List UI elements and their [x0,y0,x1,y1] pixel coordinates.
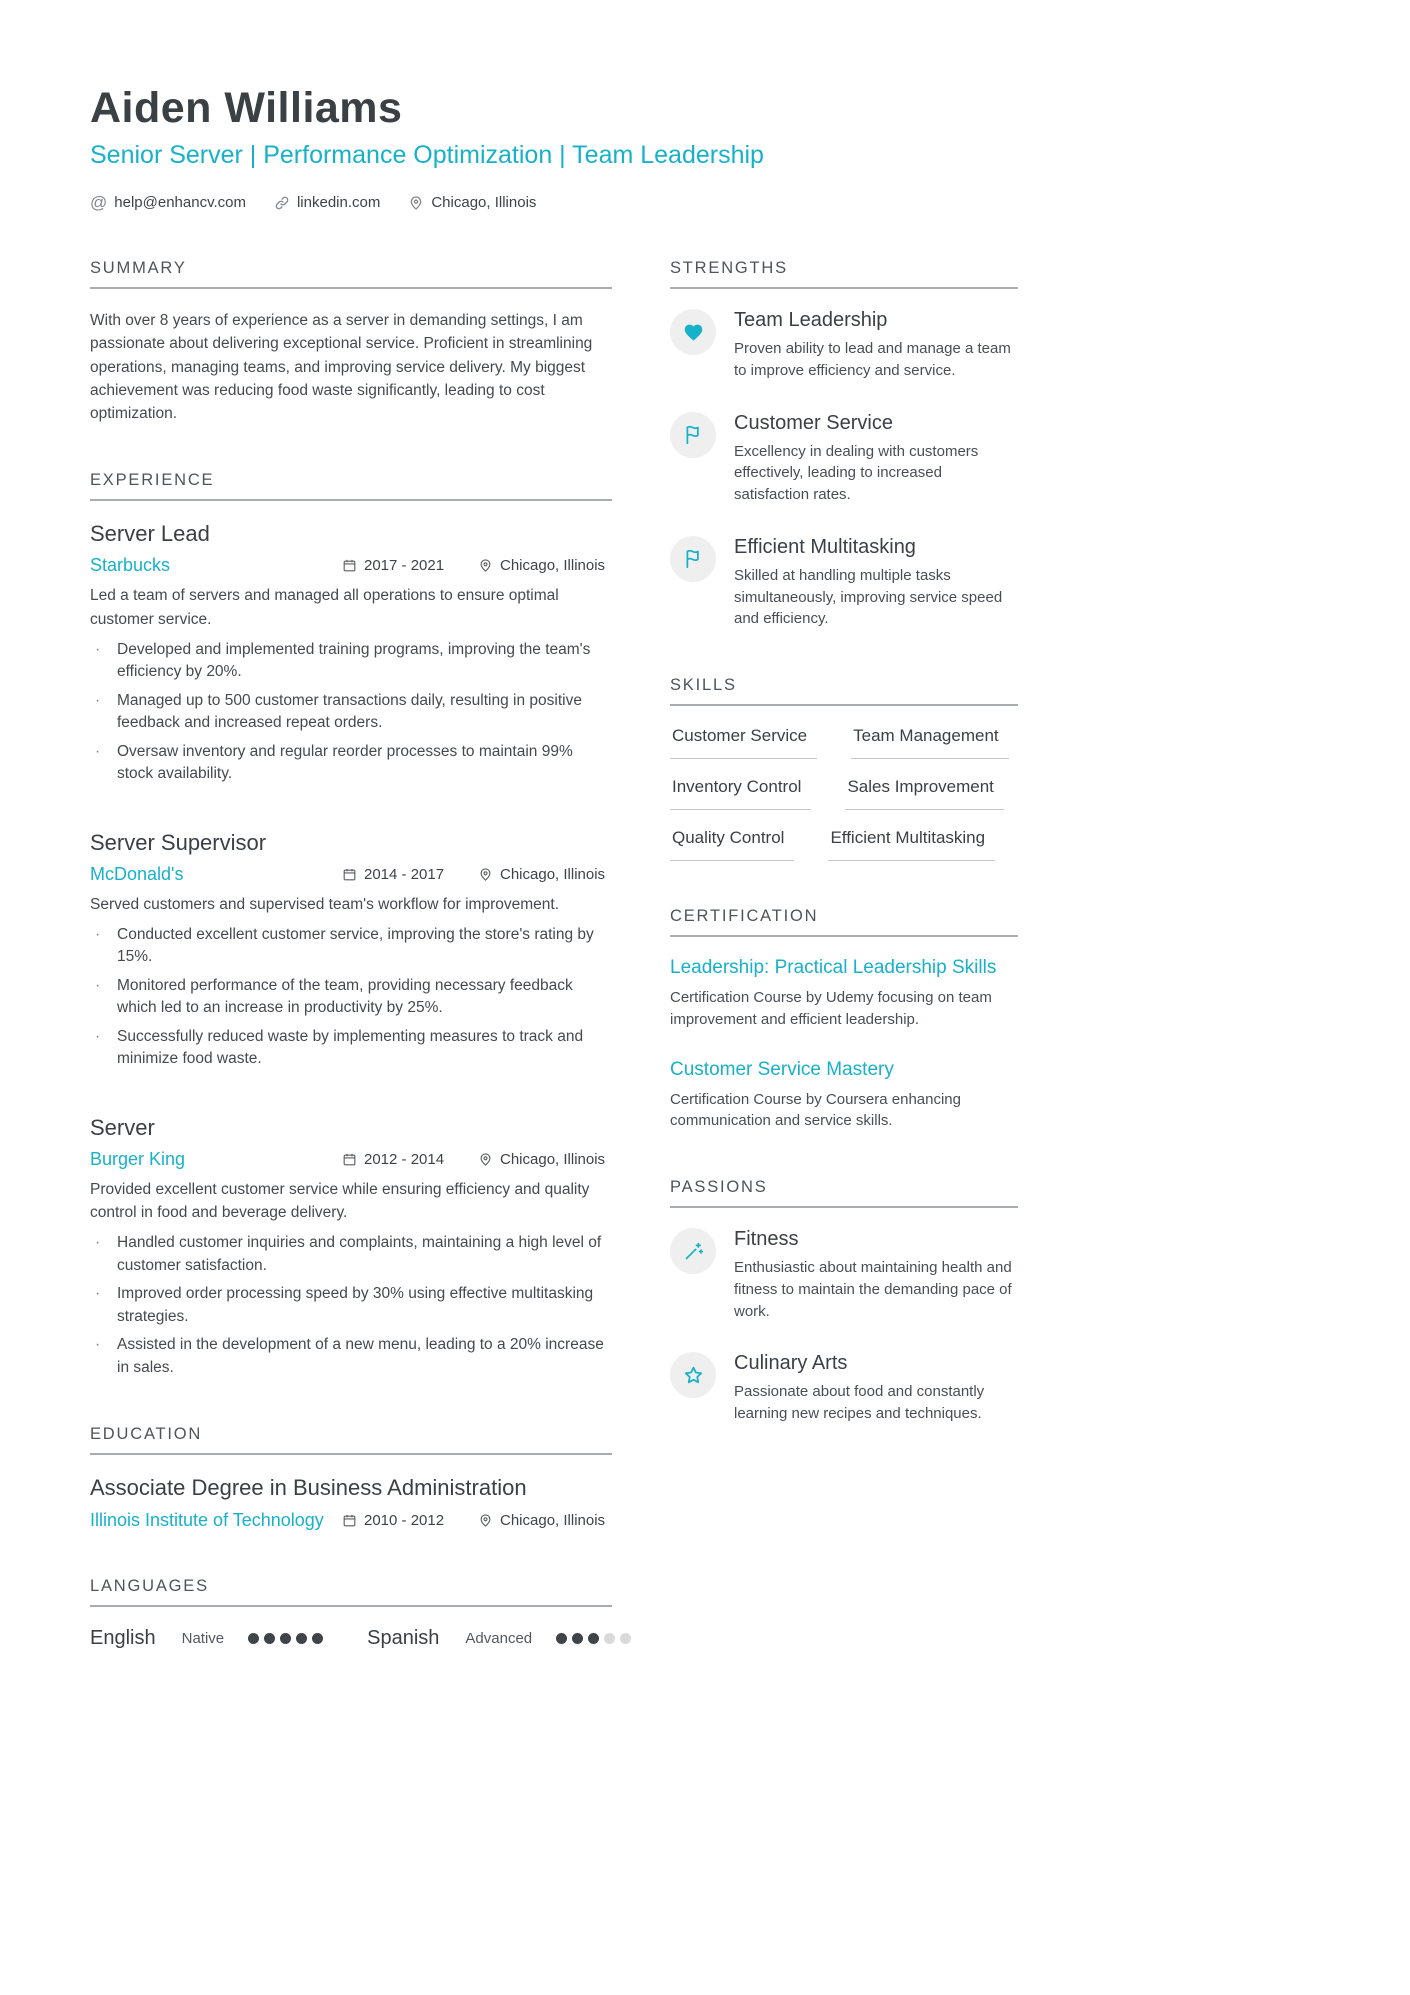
job-bullet: · Improved order processing speed by 30% using effective multitasking strategies. [90,1283,612,1328]
dot-filled [588,1633,599,1644]
job-title: Server Lead [90,521,210,547]
strength-item [670,309,1018,382]
summary-heading: SUMMARY [90,259,612,289]
dot-empty [620,1633,631,1644]
job-bullet: · Assisted in the development of a new menu, leading to a 20% increase in sales. [90,1334,612,1379]
dot-empty [604,1633,615,1644]
job-subrow [90,1149,612,1170]
skills-heading: SKILLS [670,676,1018,706]
passion-title: Culinary Arts [734,1352,848,1375]
job-company: Starbucks [90,555,171,576]
education-location [478,1512,612,1529]
skill-tag: Inventory Control [670,777,811,810]
job-bullet: · Managed up to 500 customer transactions daily, resulting in positive feedback and increased repeat orders. [90,690,612,735]
job-location-text: Chicago, Illinois [500,557,606,575]
strength-title: Team Leadership [734,309,888,332]
email-link[interactable] [90,194,246,211]
strength-body [734,309,1018,382]
job-title: Server Supervisor [90,829,267,855]
skill-tag: Sales Improvement [845,777,1003,810]
location-icon [478,558,493,573]
job-dates-text: 2012 - 2014 [364,1150,445,1168]
job-entry [90,521,612,785]
resume-header [90,86,1020,211]
language-dots [248,1633,323,1644]
education-dates-text: 2010 - 2012 [364,1512,445,1530]
languages-heading: LANGUAGES [90,1577,612,1607]
dot-filled [556,1633,567,1644]
flag-icon [670,536,716,582]
language-item [90,1627,323,1650]
calendar-icon [342,558,357,573]
skill-tag: Team Management [851,726,1009,759]
job-description: Served customers and supervised team's workflow for improvement. [90,895,560,913]
passion-body [734,1352,1018,1425]
passion-item [670,1228,1018,1322]
job-dates-text: 2014 - 2017 [364,865,445,883]
location-item [408,194,536,211]
section-education [90,1425,612,1531]
job-bullet: · Conducted excellent customer service, improving the store's rating by 15%. [90,924,612,969]
languages-row [90,1627,612,1650]
location-icon [478,1152,493,1167]
calendar-icon [342,1152,357,1167]
job-dates [342,557,478,574]
strength-title: Efficient Multitasking [734,535,916,558]
passions-heading: PASSIONS [670,1178,1018,1208]
job-bullet: · Developed and implemented training programs, improving the team's efficiency by 20%. [90,639,612,684]
passion-title: Fitness [734,1228,799,1251]
calendar-icon [342,1513,357,1528]
education-heading: EDUCATION [90,1425,612,1455]
candidate-headline: Senior Server | Performance Optimization | Team Leadership [90,141,764,170]
language-item [367,1627,631,1650]
contact-row [90,194,1020,211]
section-passions [670,1178,1018,1425]
job-dates [342,1151,478,1168]
passion-text: Enthusiastic about maintaining health and fitness to maintain the demanding pace of work. [734,1259,1012,1320]
strength-title: Customer Service [734,411,893,434]
job-location-text: Chicago, Illinois [500,1150,606,1168]
education-subrow [90,1510,612,1531]
calendar-icon [342,867,357,882]
wand-icon [670,1228,716,1274]
language-level: Advanced [465,1630,533,1648]
section-certification [670,907,1018,1132]
job-location [478,557,612,574]
certification-text: Certification Course by Coursera enhancing communication and service skills. [670,1090,961,1130]
left-column [90,259,612,1696]
education-location-text: Chicago, Illinois [500,1512,606,1530]
language-dots [556,1633,631,1644]
summary-text: With over 8 years of experience as a server in demanding settings, I am passionate about delivering exceptional service. Proficient in streamlining operations, managing teams, and improving service delivery. My biggest achievement was reducing food waste significantly, leading to cost optimization. [90,312,593,423]
flag-icon [670,412,716,458]
skill-list [670,726,1018,861]
section-skills [670,676,1018,861]
passion-body [734,1228,1018,1322]
passion-item [670,1352,1018,1425]
job-location [478,866,612,883]
certification-title: Leadership: Practical Leadership Skills [670,957,997,979]
skill-tag: Quality Control [670,828,794,861]
certification-item [670,1059,1018,1133]
section-experience [90,471,612,1379]
dot-filled [312,1633,323,1644]
job-description: Provided excellent customer service while ensuring efficiency and quality control in food and beverage delivery. [90,1180,590,1222]
link-icon [274,195,290,211]
certification-item [670,957,1018,1031]
job-bullets [90,639,612,786]
heart-icon [670,309,716,355]
job-title: Server [90,1114,155,1140]
education-dates [342,1512,478,1529]
strength-text: Proven ability to lead and manage a team to improve efficiency and service. [734,340,1011,379]
job-bullet: · Handled customer inquiries and complaints, maintaining a high level of customer satisfaction. [90,1232,612,1277]
linkedin-text: linkedin.com [296,194,381,212]
skill-tag: Efficient Multitasking [828,828,995,861]
candidate-name: Aiden Williams [90,84,403,132]
job-location [478,1151,612,1168]
job-company: Burger King [90,1148,186,1169]
location-icon [478,1513,493,1528]
linkedin-link[interactable] [274,194,380,211]
language-name: Spanish [367,1627,440,1650]
location-icon [478,867,493,882]
email-text: help@enhancv.com [114,194,246,212]
school-name: Illinois Institute of Technology [90,1510,324,1531]
strength-body [734,536,1018,630]
language-name: English [90,1627,156,1650]
degree-title: Associate Degree in Business Administration [90,1475,527,1501]
star-icon [670,1352,716,1398]
job-description: Led a team of servers and managed all operations to ensure optimal customer service. [90,587,559,628]
email-icon: @ [90,193,108,213]
job-bullet: · Monitored performance of the team, providing necessary feedback which led to an increase in productivity by 25%. [90,975,612,1020]
strength-text: Skilled at handling multiple tasks simultaneously, improving service speed and efficiency. [734,566,1003,628]
job-location-text: Chicago, Illinois [500,865,606,883]
strength-body [734,412,1018,506]
dot-filled [296,1633,307,1644]
strength-item [670,412,1018,506]
job-dates [342,866,478,883]
dot-filled [280,1633,291,1644]
job-subrow [90,555,612,576]
strength-item [670,536,1018,630]
location-text: Chicago, Illinois [431,194,537,212]
section-languages [90,1577,612,1650]
dot-filled [264,1633,275,1644]
section-summary [90,259,612,425]
experience-heading: EXPERIENCE [90,471,612,501]
job-subrow [90,864,612,885]
skill-tag: Customer Service [670,726,817,759]
section-strengths [670,259,1018,630]
job-entry [90,1115,612,1379]
strength-text: Excellency in dealing with customers effectively, leading to increased satisfaction rates. [734,442,979,504]
certification-title: Customer Service Mastery [670,1058,894,1080]
job-bullet: · Oversaw inventory and regular reorder processes to maintain 99% stock availability. [90,741,612,786]
job-bullet: · Successfully reduced waste by implementing measures to track and minimize food waste. [90,1026,612,1071]
location-icon [408,195,424,211]
job-company: McDonald's [90,863,184,884]
job-bullets [90,924,612,1071]
strengths-heading: STRENGTHS [670,259,1018,289]
resume-columns [90,259,1020,1696]
right-column [670,259,1018,1696]
job-bullets [90,1232,612,1379]
job-dates-text: 2017 - 2021 [364,557,445,575]
job-entry [90,830,612,1071]
passion-text: Passionate about food and constantly learning new recipes and techniques. [734,1383,985,1423]
dot-filled [572,1633,583,1644]
certification-heading: CERTIFICATION [670,907,1018,937]
dot-filled [248,1633,259,1644]
certification-text: Certification Course by Udemy focusing on team improvement and efficient leadership. [670,989,992,1028]
language-level: Native [181,1630,225,1648]
